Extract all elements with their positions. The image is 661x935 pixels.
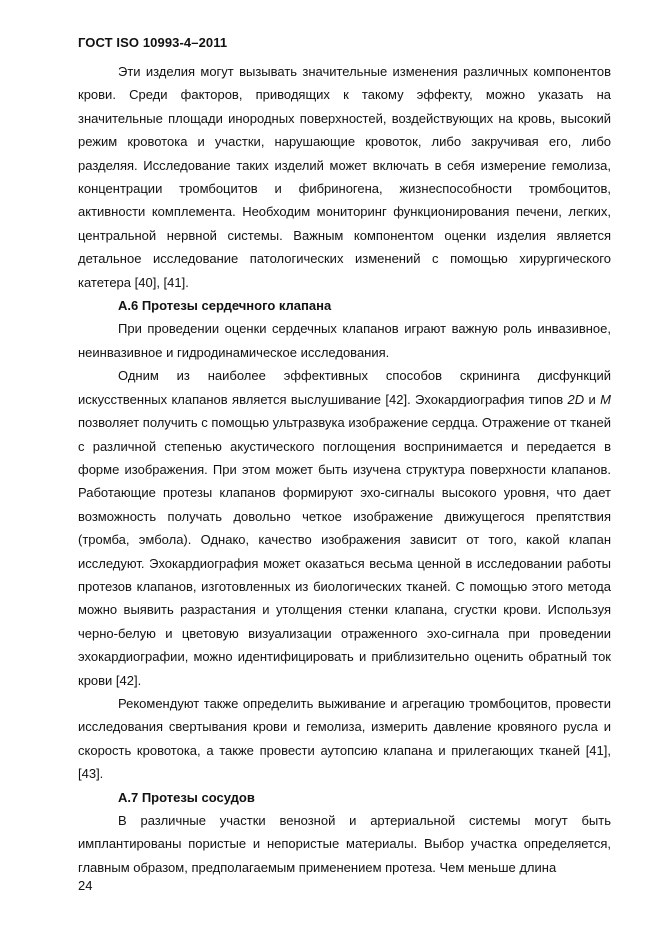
italic-term-2d: 2D xyxy=(567,391,585,407)
text-run: и xyxy=(584,391,601,407)
section-heading-a6: А.6 Протезы сердечного клапана xyxy=(118,298,332,314)
section-heading-a7: А.7 Протезы сосудов xyxy=(118,789,255,805)
paragraph-echocardiography xyxy=(78,364,611,692)
text-run: позволяет получить с помощью ультразвука изображение сердца. Отражение от тканей с различной степенью акустического поглощения воспринимается и передается в форме изображения. При этом может быть изучена структура поверхности клапанов. Работающие протезы клапанов формируют эхо-сигналы высокого уровня, что дает возможность получать довольно четкое изображение движущегося препятствия (тромба, эмбола). Однако, качество изображения зависит от того, какой клапан исследуют. Эхокардиография может оказаться весьма ценной в исследовании работы протезов клапанов, изготовленных из биологических тканей. С помощью этого метода можно выявить разрастания и утолщения стенки клапана, сгустки крови. Используя черно-белую и цветовую визуализации отраженного эхо-сигнала при проведении эхокардиографии, можно идентифицировать и приблизительно оценить обратный ток крови [42]. xyxy=(78,415,611,688)
document-body xyxy=(78,60,611,879)
page-number: 24 xyxy=(78,878,93,893)
text-run: Одним из наиболее эффективных способов скрининга дисфункций искусственных клапанов является выслушивание [42]. Эхокардиография типов xyxy=(78,368,611,407)
paragraph-valve-assessment: При проведении оценки сердечных клапанов играют важную роль инвазивное, неинвазивное и гидродинамическое исследования. xyxy=(78,321,611,360)
paragraph-recommendations: Рекомендуют также определить выживание и агрегацию тромбоцитов, провести исследования свертывания крови и гемолиза, измерить давление кровяного русла и скорость кровотока, а также провести аутопсию клапана и прилегающих тканей [41], [43]. xyxy=(78,695,611,782)
italic-term-m: M xyxy=(600,391,611,407)
paragraph-vascular-prostheses: В различные участки венозной и артериальной системы могут быть имплантированы пористые и непористые материалы. Выбор участка определяется, главным образом, предполагаемым применением протеза. Чем меньше длина xyxy=(78,813,611,875)
paragraph-devices-blood: Эти изделия могут вызывать значительные изменения различных компонентов крови. Среди факторов, приводящих к такому эффекту, можно указать на значительные площади инородных поверхностей, воздействующих на кровь, высокий режим кровотока и участки, нарушающие кровоток, либо закручивая его, либо разделяя. Исследование таких изделий может включать в себя измерение гемолиза, концентрации тромбоцитов и фибриногена, жизнеспособности тромбоцитов, активности комплемента. Необходим мониторинг функционирования печени, легких, центральной нервной системы. Важным компонентом оценки изделия является детальное исследование патологических изменений с помощью хирургического катетера [40], [41]. xyxy=(78,64,611,290)
document-header: ГОСТ ISO 10993-4–2011 xyxy=(78,35,228,50)
